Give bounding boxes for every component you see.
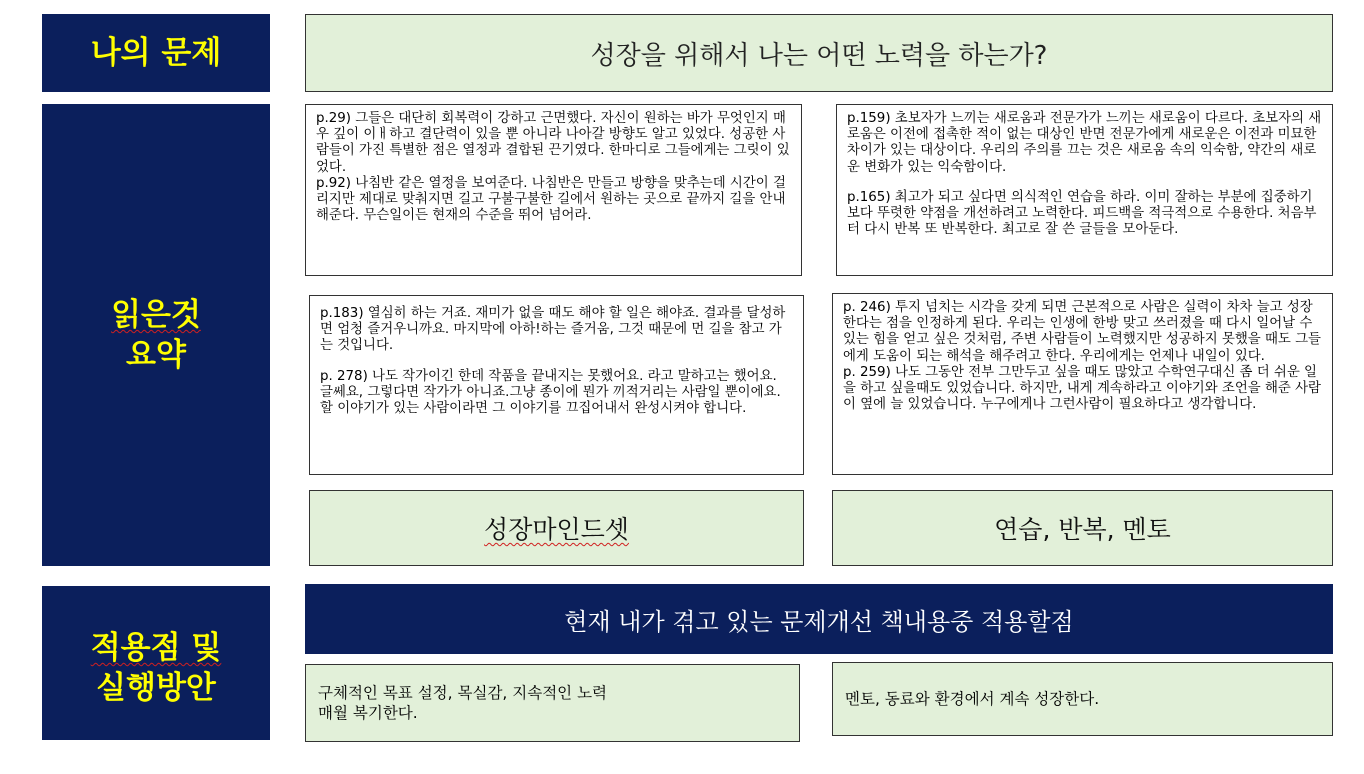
apply-heading-text: 현재 내가 겪고 있는 문제개선 책내용중 적용할점 — [564, 607, 1074, 636]
summary-box-1-para-2: p.92) 나침반 같은 열정을 보여준다. 나침반은 만들고 방향을 맞추는데 시간이 걸리지만 제대로 맞춰지면 길고 구불구불한 길에서 원하는 곳으로 끝까지 길을 안내해준다. 무슨일이든 현재의 수준을 뛰어 넘어라. — [316, 175, 786, 224]
my-problem-label — [42, 14, 270, 92]
summary-box-2-para-2: p.165) 최고가 되고 싶다면 의식적인 연습을 하라. 이미 잘하는 부분에 집중하기보다 뚜렷한 약점을 개선하려고 노력한다. 피드백을 적극적으로 수용한다. 처음부터 다시 반복 또 반복한다. 최고로 잘 쓴 글들을 모아둔다. — [847, 189, 1317, 238]
summary-box-2 — [836, 104, 1333, 276]
summary-box-4-para-2: p. 259) 나도 그동안 전부 그만두고 싶을 때도 많았고 수학연구대신 좀 더 쉬운 일을 하고 싶을때도 있었습니다. 하지만, 내게 계속하라고 이야기와 조언을 해준 사람이 옆에 늘 있었습니다. 누구에게나 그런사람이 필요하다고 생각합니다. — [843, 364, 1321, 413]
apply-label-line2: 실행방안 — [96, 670, 216, 706]
conclusion-left-text: 성장마인드셋 — [484, 515, 629, 544]
apply-label — [42, 586, 270, 740]
conclusion-right-text: 연습, 반복, 멘토 — [994, 515, 1171, 544]
summary-box-4-para-1: p. 246) 투지 넘치는 시각을 갖게 되면 근본적으로 사람은 실력이 차차 늘고 성장한다는 점을 인정하게 된다. 우리는 인생에 한방 맞고 쓰러졌을 때 다시 일어날 수 있는 힘을 얻고 싶은 것처럼, 주변 사람들이 노력했지만 성공하지 못했을 때도 그들에게 도움이 되는 해석을 해주려고 한다. 우리에게는 언제나 내일이 있다. — [843, 300, 1321, 364]
action-left-box — [305, 664, 800, 742]
summary-box-4 — [832, 293, 1333, 475]
summary-box-3-para-2: p. 278) 나도 작가이긴 한데 작품을 끝내지는 못했어요. 라고 말하고는 했어요. 글쎄요, 그렇다면 작가가 아니죠.그냥 종이에 뭔가 끼적거리는 사람일 뿐이에요. 할 이야기가 있는 사람이라면 그 이야기를 끄집어내서 완성시켜야 합니다. — [320, 368, 781, 417]
summary-box-3 — [309, 295, 804, 475]
reading-summary-line1: 읽은것 — [111, 297, 201, 333]
question-box — [305, 14, 1333, 92]
summary-box-1 — [305, 104, 802, 276]
conclusion-left-box — [309, 490, 804, 566]
apply-label-line1: 적용점 및 — [90, 630, 222, 666]
apply-heading-box — [305, 584, 1333, 654]
summary-box-1-para-1: p.29) 그들은 대단히 회복력이 강하고 근면했다. 자신이 원하는 바가 무엇인지 매우 깊이 이ㅐ하고 결단력이 있을 뿐 아니라 나아갈 방향도 알고 있었다. 성공한 사람들이 가진 특별한 점은 열정과 결합된 끈기였다. 한마디로 그들에게는 그릿이 있었다. — [316, 111, 790, 175]
question-text: 성장을 위해서 나는 어떤 노력을 하는가? — [590, 40, 1048, 71]
action-left-line1: 구체적인 목표 설정, 목실감, 지속적인 노력 — [318, 684, 608, 702]
action-left-text — [306, 683, 607, 723]
my-problem-text: 나의 문제 — [90, 35, 222, 71]
reading-summary-line2: 요약 — [126, 337, 186, 373]
action-right-box — [832, 662, 1333, 736]
action-left-line2: 매월 복기한다. — [318, 704, 418, 722]
summary-box-2-para-1: p.159) 초보자가 느끼는 새로움과 전문가가 느끼는 새로움이 다르다. 초보자의 새로움은 이전에 접촉한 적이 없는 대상인 반면 전문가에게 새로운은 이전과 미묘한 차이가 있는 대상이다. 우리의 주의를 끄는 것은 새로움 속의 익숙함, 약간의 새로운 변화가 있는 익숙함이다. — [847, 111, 1322, 175]
summary-box-3-para-1: p.183) 열심히 하는 거죠. 재미가 없을 때도 해야 할 일은 해야죠. 결과를 달성하면 엄청 즐거우니까요. 마지막에 아하!하는 즐거움, 그것 때문에 먼 길을 참고 가는 것입니다. — [320, 306, 786, 354]
conclusion-right-box — [832, 490, 1333, 566]
action-right-text: 멘토, 동료와 환경에서 계속 성장한다. — [845, 690, 1100, 708]
reading-summary-label — [42, 104, 270, 566]
